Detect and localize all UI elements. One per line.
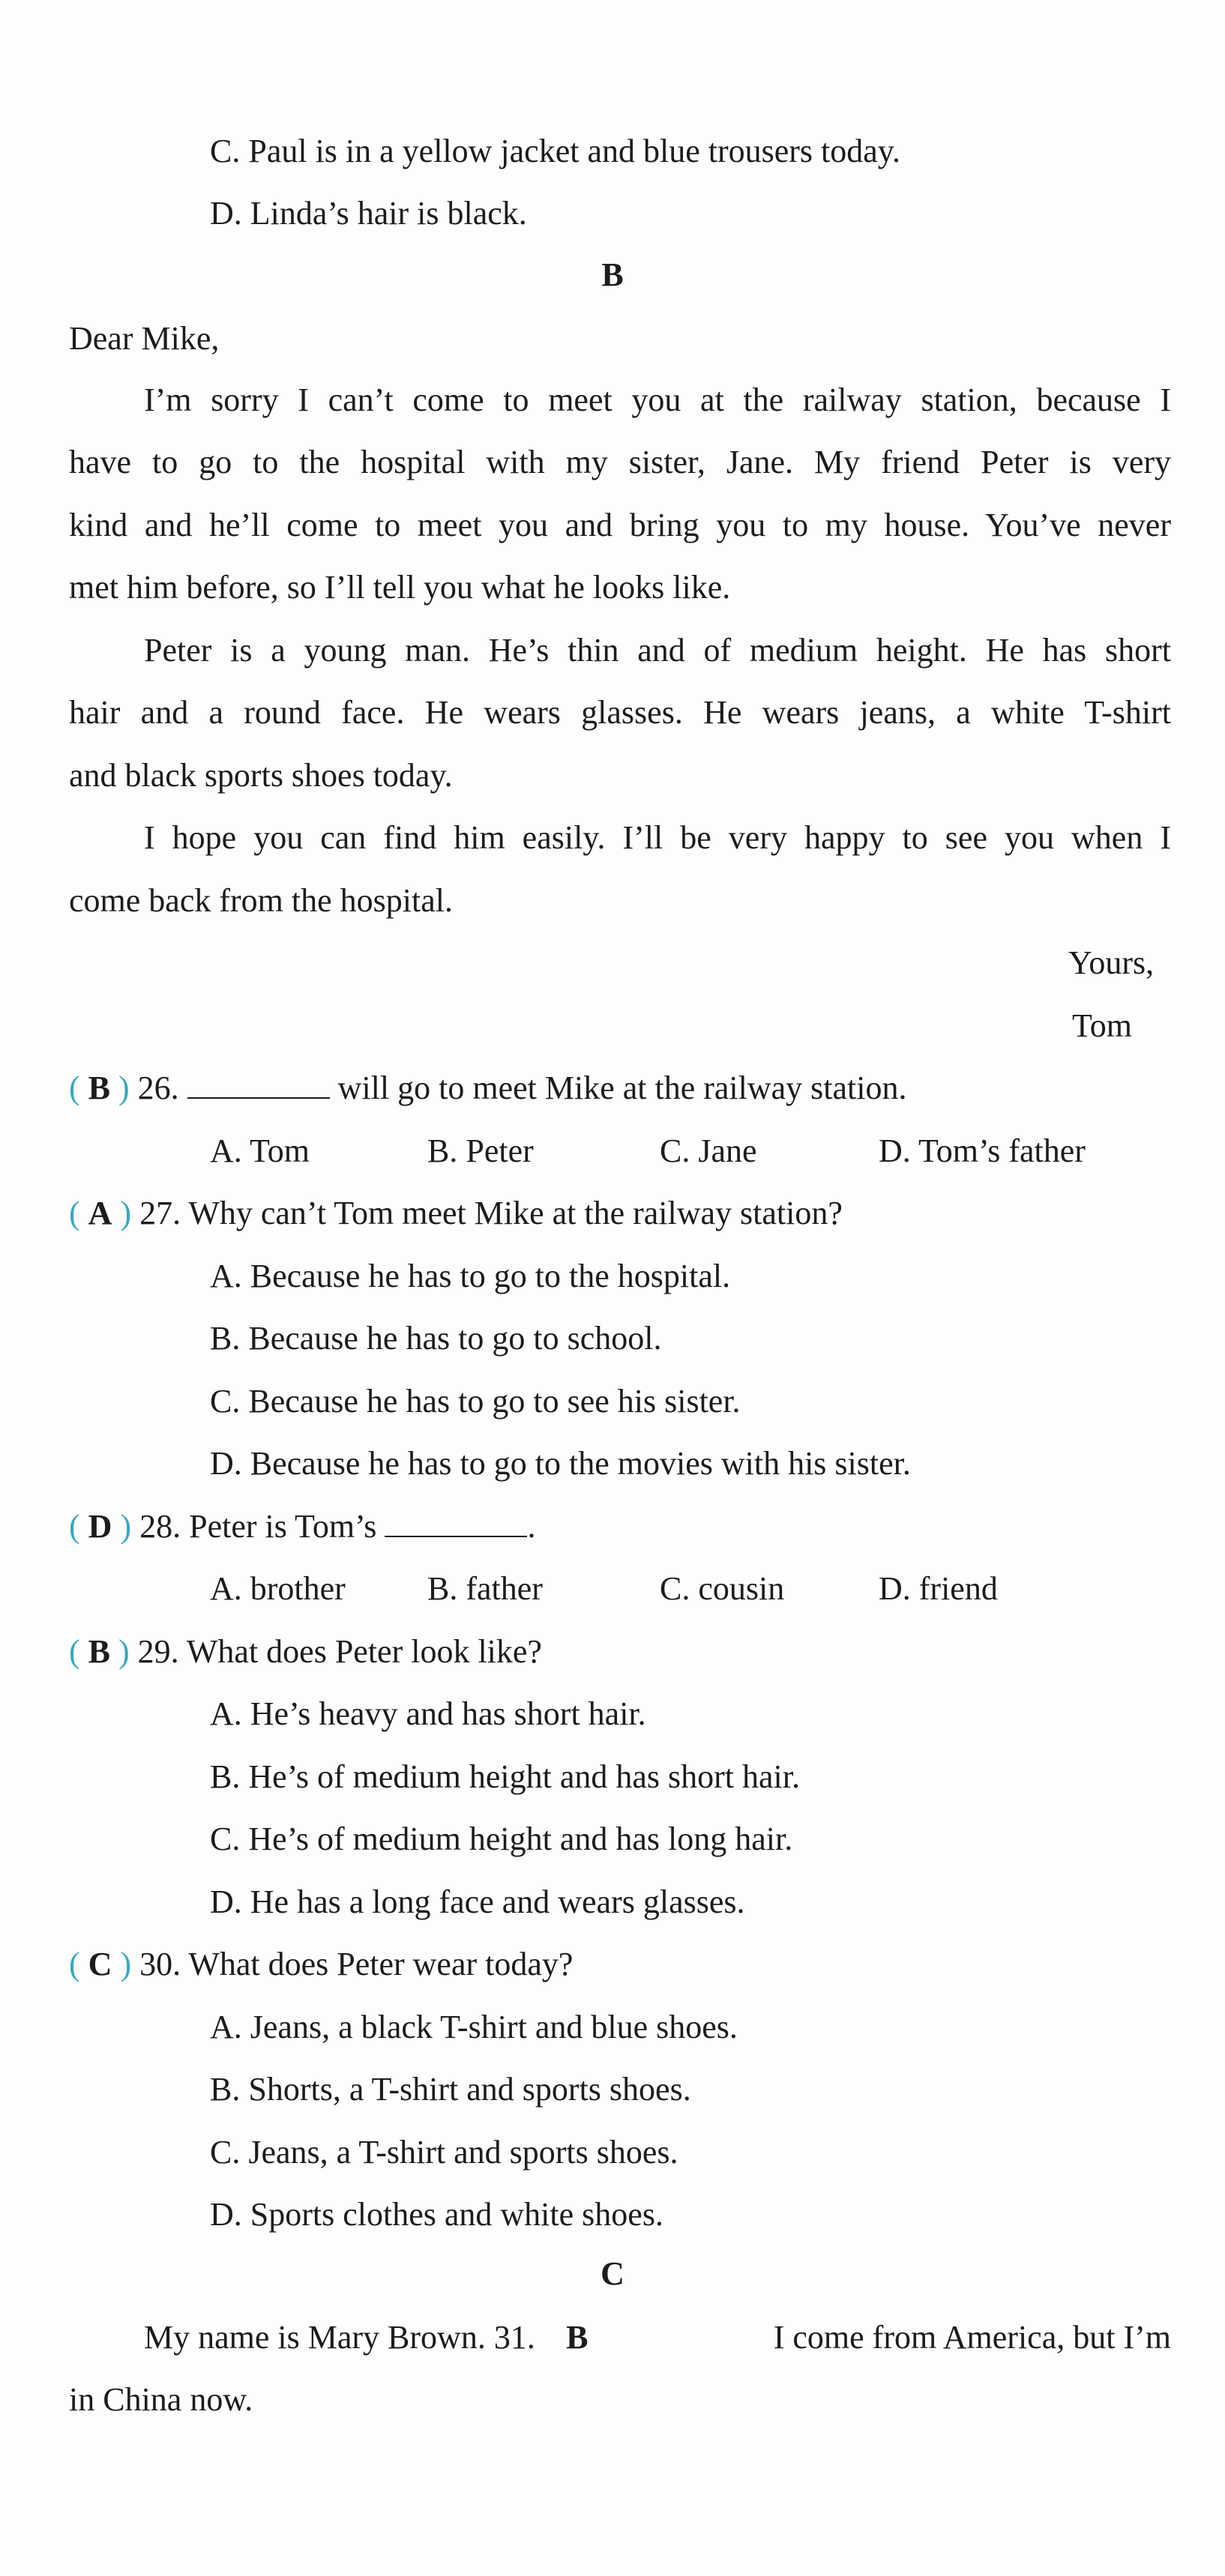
letter-p2-line1: Peter is a young man. He’s thin and of medium height. He has short [144, 632, 1171, 669]
answer-blank [187, 1069, 330, 1099]
option-d: D. Tom’s father [879, 1132, 1086, 1169]
question-26-stem [69, 1066, 907, 1111]
letter-p1-line2: have to go to the hospital with my sister, Jane. My friend Peter is very [69, 444, 1171, 480]
question-30-option-c: C. Jeans, a T-shirt and sports shoes. [210, 2134, 678, 2171]
answer-blank [385, 1507, 527, 1537]
letter-p3-line1: I hope you can find him easily. I’ll be very happy to see you when I [144, 819, 1171, 856]
letter-salutation: Dear Mike, [69, 320, 220, 357]
answer-bracket: ( A ) [69, 1195, 132, 1231]
question-text: What does Peter wear today? [188, 1946, 574, 1982]
section-c-line2: in China now. [69, 2381, 253, 2418]
question-27-option-d: D. Because he has to go to the movies with his sister. [210, 1445, 911, 1482]
answer-letter: A [88, 1195, 112, 1231]
section-c-text-before: My name is Mary Brown. 31. [144, 2319, 535, 2356]
section-c-line1 [144, 2315, 1171, 2360]
question-number: 30. [139, 1946, 181, 1982]
letter-p1-line4: met him before, so I’ll tell you what he looks like. [69, 569, 731, 606]
option-c: C. Jane [660, 1132, 757, 1169]
question-number: 28. [139, 1508, 181, 1545]
section-b-title: B [601, 256, 624, 293]
answer-letter: B [88, 1070, 111, 1106]
question-30-stem [69, 1942, 573, 1987]
option-d: D. friend [879, 1570, 998, 1607]
answer-bracket: ( B ) [69, 1070, 130, 1106]
question-29-stem [69, 1629, 542, 1674]
question-29-option-a: A. He’s heavy and has short hair. [210, 1695, 646, 1732]
question-28-stem [69, 1504, 535, 1549]
option-d-prev: D. Linda’s hair is black. [210, 195, 527, 232]
letter-p3-line2: come back from the hospital. [69, 882, 453, 919]
section-c-text-after: I come from America, but I’m [773, 2319, 1171, 2356]
question-27-option-a: A. Because he has to go to the hospital. [210, 1258, 731, 1294]
question-text: Peter is Tom’s [189, 1508, 377, 1545]
section-c-title: C [601, 2255, 624, 2292]
question-text: will go to meet Mike at the railway station. [337, 1070, 907, 1106]
letter-p1-line3: kind and he’ll come to meet you and bring you to my house. You’ve never [69, 507, 1171, 543]
question-30-option-d: D. Sports clothes and white shoes. [210, 2196, 663, 2233]
answer-letter: D [88, 1508, 112, 1545]
question-27-option-c: C. Because he has to go to see his sister. [210, 1383, 741, 1420]
question-27-stem [69, 1191, 843, 1236]
letter-p1-line1: I’m sorry I can’t come to meet you at the railway station, because I [144, 381, 1171, 418]
question-end: . [527, 1508, 536, 1545]
question-number: 29. [137, 1633, 179, 1670]
section-c-answer: B [566, 2319, 589, 2356]
question-text: Why can’t Tom meet Mike at the railway station? [188, 1195, 843, 1231]
option-a: A. Tom [210, 1132, 310, 1169]
question-text: What does Peter look like? [186, 1633, 542, 1670]
answer-bracket: ( B ) [69, 1633, 130, 1670]
question-30-option-b: B. Shorts, a T-shirt and sports shoes. [210, 2071, 691, 2108]
question-30-option-a: A. Jeans, a black T-shirt and blue shoes. [210, 2009, 738, 2045]
option-a: A. brother [210, 1570, 346, 1607]
answer-letter: C [88, 1946, 112, 1982]
answer-bracket: ( C ) [69, 1946, 132, 1982]
letter-p2-line3: and black sports shoes today. [69, 757, 453, 794]
question-27-option-b: B. Because he has to go to school. [210, 1320, 662, 1357]
option-c-prev: C. Paul is in a yellow jacket and blue trousers today. [210, 133, 900, 169]
question-29-option-c: C. He’s of medium height and has long hair. [210, 1821, 793, 1857]
option-c: C. cousin [660, 1570, 785, 1607]
answer-letter: B [88, 1633, 111, 1670]
answer-bracket: ( D ) [69, 1508, 132, 1545]
option-b: B. father [427, 1570, 543, 1607]
question-number: 27. [139, 1195, 181, 1231]
letter-p2-line2: hair and a round face. He wears glasses. He wears jeans, a white T-shirt [69, 694, 1171, 731]
question-29-option-b: B. He’s of medium height and has short hair. [210, 1758, 800, 1795]
question-number: 26. [137, 1070, 179, 1106]
letter-closing: Yours, [1068, 944, 1155, 981]
question-29-option-d: D. He has a long face and wears glasses. [210, 1883, 745, 1920]
letter-signature: Tom [1072, 1007, 1133, 1044]
option-b: B. Peter [427, 1132, 534, 1169]
